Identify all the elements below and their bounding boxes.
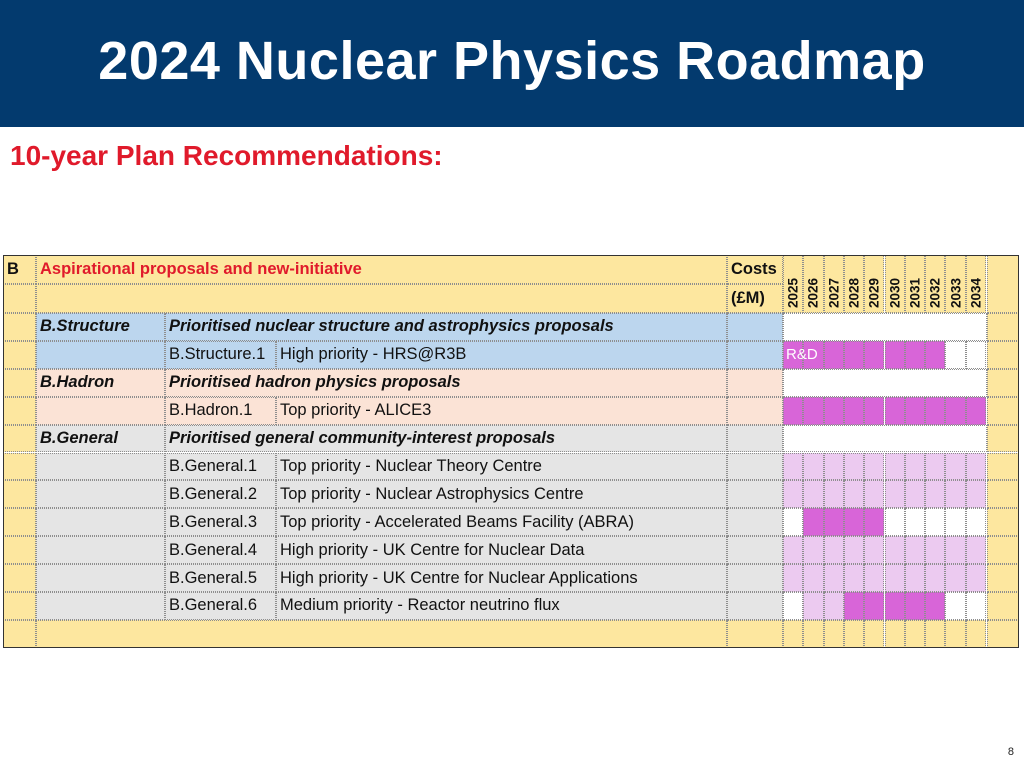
year-label: 2033 xyxy=(948,277,964,308)
year-header xyxy=(803,255,823,313)
right-margin-cell xyxy=(987,425,1019,453)
group-spacer xyxy=(36,592,165,620)
footer-year-cell xyxy=(925,620,945,648)
year-header xyxy=(966,255,986,313)
section-subtitle: 10-year Plan Recommendations: xyxy=(10,140,443,171)
year-header xyxy=(885,255,905,313)
group-name: B.Hadron xyxy=(36,369,165,397)
timeline-bar xyxy=(905,453,925,481)
timeline-bar xyxy=(905,397,925,425)
footer-year-cell xyxy=(844,620,864,648)
right-margin-cell xyxy=(987,397,1019,425)
group-spacer xyxy=(36,397,165,425)
footer-year-cell xyxy=(824,620,844,648)
timeline-bar xyxy=(844,592,864,620)
left-margin-cell xyxy=(3,425,36,453)
footer-year-cell xyxy=(803,620,823,648)
item-description: Top priority - ALICE3 xyxy=(276,397,727,425)
right-margin-cell xyxy=(987,480,1019,508)
group-title: Prioritised general community-interest proposals xyxy=(165,425,727,453)
group-name: B.Structure xyxy=(36,313,165,341)
header-spacer xyxy=(3,284,36,313)
timeline-bar xyxy=(925,564,945,592)
timeline-bar xyxy=(925,536,945,564)
timeline-bar xyxy=(864,592,884,620)
group-spacer xyxy=(36,341,165,369)
timeline-bar xyxy=(966,480,986,508)
timeline-bar xyxy=(864,453,884,481)
timeline-bar xyxy=(885,564,905,592)
right-margin-cell xyxy=(987,564,1019,592)
timeline-bar xyxy=(945,564,965,592)
timeline-bar xyxy=(945,508,965,536)
footer-cell xyxy=(727,620,783,648)
timeline-bar xyxy=(905,480,925,508)
rd-note: R&D xyxy=(786,345,818,363)
timeline-bar xyxy=(803,564,823,592)
timeline-bar xyxy=(824,480,844,508)
cost-cell xyxy=(727,341,783,369)
footer-year-cell xyxy=(905,620,925,648)
cost-cell xyxy=(727,536,783,564)
timeline-bar xyxy=(966,564,986,592)
timeline-bar xyxy=(783,536,803,564)
timeline-bar xyxy=(925,508,945,536)
timeline-bar xyxy=(803,508,823,536)
timeline-bar xyxy=(885,592,905,620)
footer-cell xyxy=(36,620,727,648)
right-margin-cell xyxy=(987,508,1019,536)
cost-cell xyxy=(727,508,783,536)
cost-cell xyxy=(727,369,783,397)
timeline-bar xyxy=(824,453,844,481)
year-label: 2034 xyxy=(968,277,984,308)
timeline-bar xyxy=(803,480,823,508)
left-margin-cell xyxy=(3,397,36,425)
timeline-bar xyxy=(925,397,945,425)
timeline-bar xyxy=(925,480,945,508)
item-code: B.General.1 xyxy=(165,453,276,481)
right-margin-cell xyxy=(987,313,1019,341)
timeline-bar xyxy=(905,536,925,564)
timeline-bar xyxy=(905,564,925,592)
right-margin-cell xyxy=(987,592,1019,620)
item-code: B.Structure.1 xyxy=(165,341,276,369)
timeline-bar xyxy=(945,397,965,425)
year-header xyxy=(783,255,803,313)
timeline-bar xyxy=(864,536,884,564)
timeline-bar xyxy=(844,453,864,481)
item-description: High priority - UK Centre for Nuclear Applications xyxy=(276,564,727,592)
year-header xyxy=(905,255,925,313)
group-spacer xyxy=(36,453,165,481)
timeline-bar xyxy=(945,480,965,508)
timeline-bar xyxy=(844,536,864,564)
item-description: Top priority - Accelerated Beams Facility (ABRA) xyxy=(276,508,727,536)
timeline-bar xyxy=(885,508,905,536)
timeline-bar xyxy=(945,536,965,564)
left-margin-cell xyxy=(3,453,36,481)
group-spacer xyxy=(36,480,165,508)
cost-cell xyxy=(727,425,783,453)
page-title: 2024 Nuclear Physics Roadmap xyxy=(98,31,926,91)
timeline-bar xyxy=(905,341,925,369)
cost-cell xyxy=(727,564,783,592)
group-title: Prioritised nuclear structure and astrophysics proposals xyxy=(165,313,727,341)
timeline-bar xyxy=(783,564,803,592)
timeline-bar xyxy=(925,453,945,481)
cost-cell xyxy=(727,480,783,508)
timeline-bar xyxy=(783,592,803,620)
cost-cell xyxy=(727,313,783,341)
timeline-bar xyxy=(864,508,884,536)
year-label: 2032 xyxy=(927,277,943,308)
left-margin-cell xyxy=(3,369,36,397)
year-label: 2030 xyxy=(887,277,903,308)
group-spacer xyxy=(36,564,165,592)
timeline-bar xyxy=(966,536,986,564)
timeline-bar xyxy=(824,508,844,536)
left-margin-cell xyxy=(3,313,36,341)
timeline-bar xyxy=(966,453,986,481)
timeline-bar xyxy=(844,341,864,369)
item-code: B.Hadron.1 xyxy=(165,397,276,425)
right-margin-cell xyxy=(987,453,1019,481)
item-description: High priority - UK Centre for Nuclear Data xyxy=(276,536,727,564)
timeline-bar xyxy=(783,397,803,425)
left-margin-cell xyxy=(3,592,36,620)
timeline-bar xyxy=(966,341,986,369)
cost-cell xyxy=(727,397,783,425)
item-code: B.General.4 xyxy=(165,536,276,564)
year-label: 2028 xyxy=(846,277,862,308)
year-label: 2026 xyxy=(805,277,821,308)
left-margin-cell xyxy=(3,508,36,536)
year-header xyxy=(864,255,884,313)
timeline-bar xyxy=(885,536,905,564)
year-header xyxy=(945,255,965,313)
year-header xyxy=(844,255,864,313)
item-description: High priority - HRS@R3B xyxy=(276,341,727,369)
cost-cell xyxy=(727,453,783,481)
cost-cell xyxy=(727,592,783,620)
item-code: B.General.6 xyxy=(165,592,276,620)
right-margin-cell xyxy=(987,369,1019,397)
section-title: Aspirational proposals and new-initiative xyxy=(36,255,727,284)
item-code: B.General.3 xyxy=(165,508,276,536)
timeline-bar xyxy=(864,397,884,425)
group-spacer xyxy=(36,508,165,536)
timeline-bar xyxy=(864,480,884,508)
header-spacer xyxy=(36,284,727,313)
timeline-bar xyxy=(905,592,925,620)
timeline-bar xyxy=(803,397,823,425)
footer-cell xyxy=(3,620,36,648)
timeline-bar xyxy=(844,480,864,508)
left-margin-cell xyxy=(3,341,36,369)
item-description: Top priority - Nuclear Astrophysics Centre xyxy=(276,480,727,508)
timeline-bar xyxy=(925,341,945,369)
year-header xyxy=(925,255,945,313)
costs-label: Costs xyxy=(727,255,783,284)
footer-year-cell xyxy=(945,620,965,648)
footer-year-cell xyxy=(966,620,986,648)
year-tail xyxy=(987,255,1019,313)
group-spacer xyxy=(36,536,165,564)
section-letter: B xyxy=(3,255,36,284)
year-label: 2031 xyxy=(907,277,923,308)
timeline-bar xyxy=(864,341,884,369)
timeline-bar xyxy=(783,508,803,536)
costs-unit: (£M) xyxy=(727,284,783,313)
timeline-bar xyxy=(864,564,884,592)
right-margin-cell xyxy=(987,536,1019,564)
timeline-bar xyxy=(844,508,864,536)
timeline-bar xyxy=(844,564,864,592)
timeline-bar xyxy=(824,397,844,425)
timeline-bar xyxy=(905,508,925,536)
group-title: Prioritised hadron physics proposals xyxy=(165,369,727,397)
timeline-bar xyxy=(966,508,986,536)
item-code: B.General.2 xyxy=(165,480,276,508)
left-margin-cell xyxy=(3,564,36,592)
timeline-bar xyxy=(844,397,864,425)
timeline-bar xyxy=(885,480,905,508)
timeline-bar xyxy=(824,564,844,592)
timeline-bar xyxy=(885,341,905,369)
year-header xyxy=(824,255,844,313)
timeline-bar xyxy=(945,341,965,369)
timeline-bar xyxy=(925,592,945,620)
timeline-blank xyxy=(783,369,987,397)
year-label: 2025 xyxy=(785,277,801,308)
year-label: 2029 xyxy=(866,277,882,308)
timeline-bar xyxy=(966,397,986,425)
timeline-blank xyxy=(783,313,987,341)
page-number: 8 xyxy=(1007,746,1014,758)
timeline-bar xyxy=(803,592,823,620)
timeline-bar xyxy=(966,592,986,620)
left-margin-cell xyxy=(3,480,36,508)
timeline-bar xyxy=(945,592,965,620)
timeline-bar xyxy=(803,453,823,481)
group-name: B.General xyxy=(36,425,165,453)
item-description: Medium priority - Reactor neutrino flux xyxy=(276,592,727,620)
timeline-bar xyxy=(824,536,844,564)
timeline-bar xyxy=(783,453,803,481)
timeline-blank xyxy=(783,425,987,453)
item-code: B.General.5 xyxy=(165,564,276,592)
timeline-bar xyxy=(945,453,965,481)
item-description: Top priority - Nuclear Theory Centre xyxy=(276,453,727,481)
timeline-bar xyxy=(803,536,823,564)
footer-year-cell xyxy=(885,620,905,648)
timeline-bar xyxy=(885,453,905,481)
timeline-bar xyxy=(783,480,803,508)
year-label: 2027 xyxy=(826,277,842,308)
left-margin-cell xyxy=(3,536,36,564)
right-margin-cell xyxy=(987,341,1019,369)
timeline-bar xyxy=(824,592,844,620)
timeline-bar xyxy=(885,397,905,425)
timeline-bar xyxy=(824,341,844,369)
footer-year-cell xyxy=(864,620,884,648)
title-bar xyxy=(0,0,1024,127)
footer-cell xyxy=(987,620,1019,648)
footer-year-cell xyxy=(783,620,803,648)
